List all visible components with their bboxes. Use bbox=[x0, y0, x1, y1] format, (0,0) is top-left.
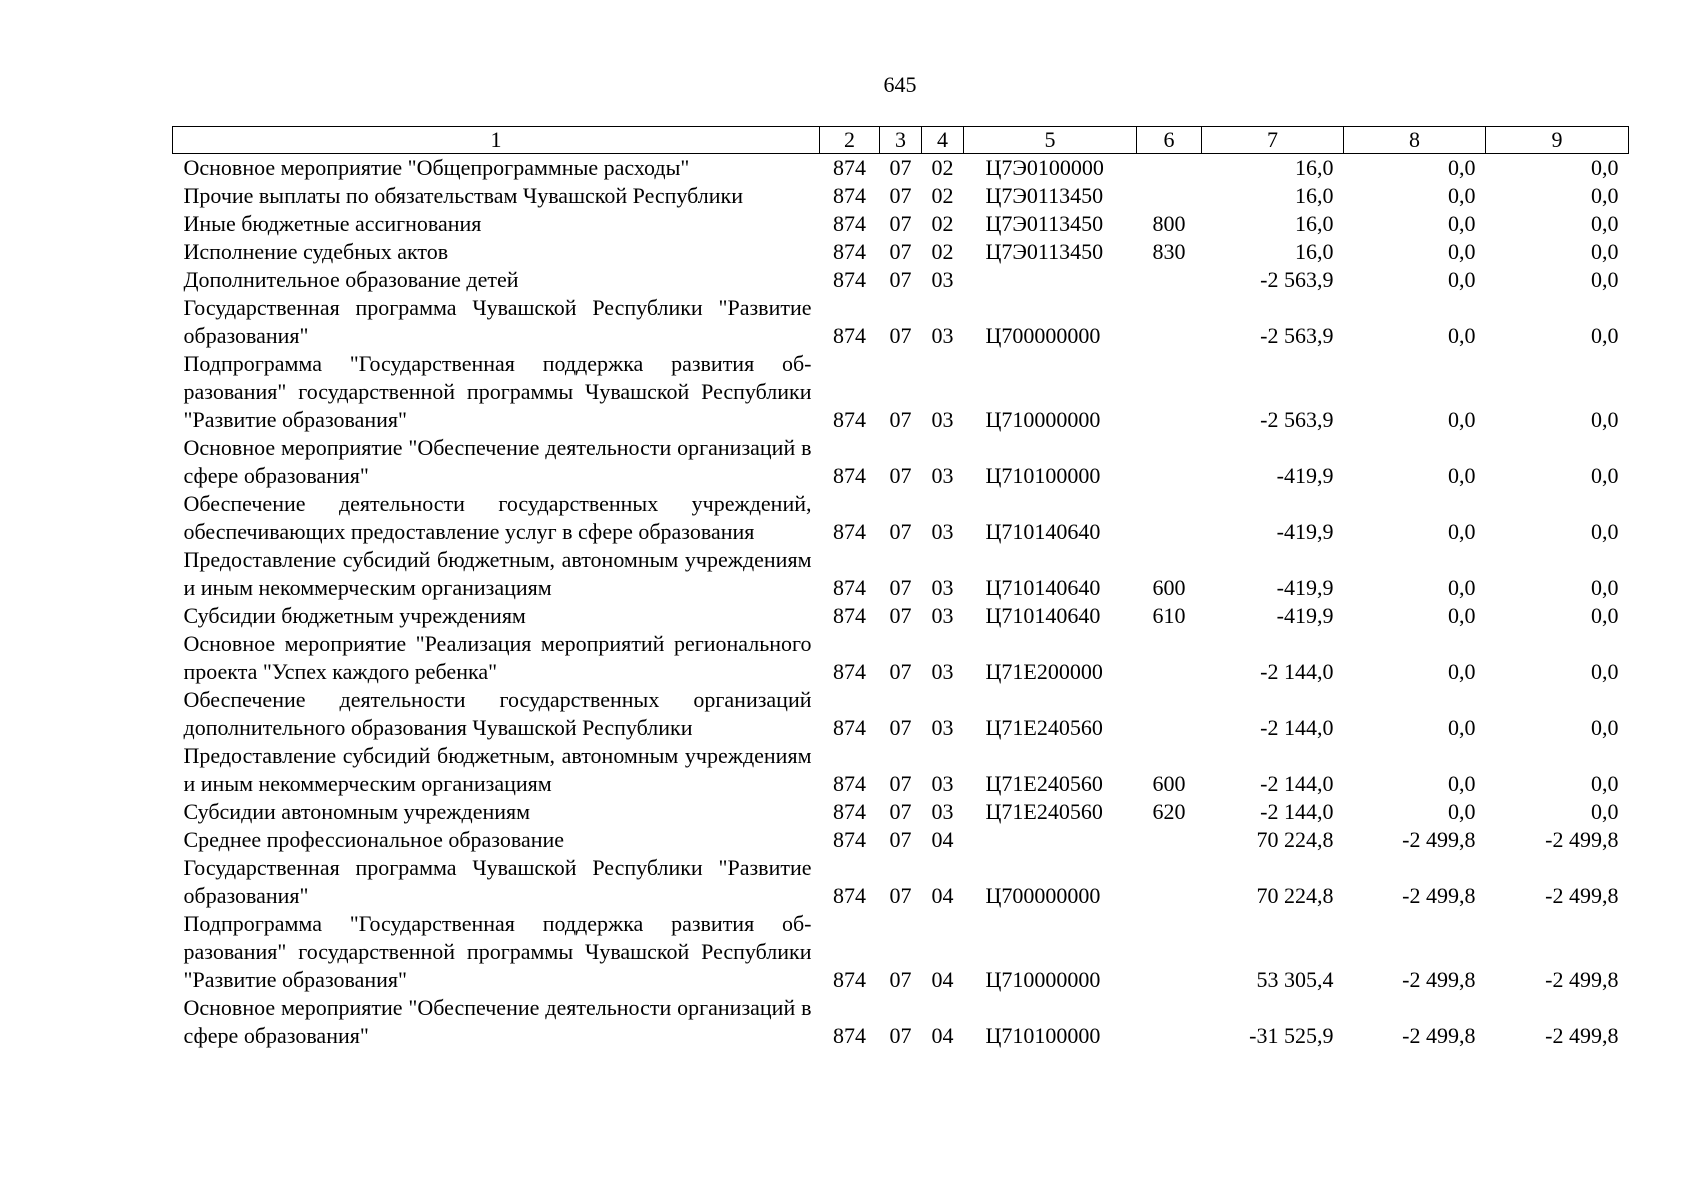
row-amount-col9: 0,0 bbox=[1591, 519, 1619, 544]
row-amount-col7: -2 144,0 bbox=[1260, 771, 1334, 796]
row-subsection-code: 04 bbox=[931, 1023, 954, 1048]
row-amount-col7: -2 563,9 bbox=[1260, 407, 1334, 432]
row-target-article bbox=[964, 826, 1137, 854]
row-amount-col9: 0,0 bbox=[1591, 799, 1619, 824]
row-amount-col8: 0,0 bbox=[1448, 715, 1476, 740]
row-subsection-code: 02 bbox=[931, 239, 954, 264]
row-ministry-code: 874 bbox=[833, 603, 866, 628]
row-ministry-code: 874 bbox=[833, 323, 866, 348]
row-expense-type: 830 bbox=[1152, 239, 1186, 264]
row-name: Дополнительное образование детей bbox=[183, 267, 519, 292]
row-target-article: Ц71Е240560 bbox=[985, 771, 1103, 796]
table-row bbox=[173, 266, 1629, 294]
row-subsection-code: 03 bbox=[931, 659, 954, 684]
row-ministry-code: 874 bbox=[833, 659, 866, 684]
row-amount-col9: 0,0 bbox=[1591, 659, 1619, 684]
row-amount-col7: -31 525,9 bbox=[1249, 1023, 1334, 1048]
row-name: Обеспечение деятельности государственных учреждений, обеспечивающих предоставление услуг в сфере образования bbox=[183, 491, 812, 544]
row-expense-type bbox=[1137, 266, 1202, 294]
row-subsection-code: 03 bbox=[931, 771, 954, 796]
header-cell-4: 4 bbox=[922, 127, 964, 154]
row-amount-col9: 0,0 bbox=[1591, 323, 1619, 348]
row-ministry-code: 874 bbox=[833, 239, 866, 264]
header-cell-3: 3 bbox=[880, 127, 922, 154]
row-name: Субсидии бюджетным учреждениям bbox=[183, 603, 526, 628]
row-target-article: Ц7Э0113450 bbox=[985, 183, 1104, 208]
row-amount-col8: -2 499,8 bbox=[1402, 883, 1476, 908]
row-name: Основное мероприятие "Общепрограммные расходы" bbox=[183, 155, 690, 180]
row-amount-col7: -419,9 bbox=[1276, 575, 1334, 600]
row-subsection-code: 03 bbox=[931, 463, 954, 488]
row-expense-type bbox=[1137, 350, 1202, 434]
row-amount-col7: -419,9 bbox=[1276, 463, 1334, 488]
row-amount-col9: -2 499,8 bbox=[1545, 1023, 1619, 1048]
row-name: Основное мероприятие "Обеспечение деятельности организаций в сфере образования" bbox=[183, 995, 812, 1048]
row-ministry-code: 874 bbox=[833, 575, 866, 600]
row-amount-col9: 0,0 bbox=[1591, 267, 1619, 292]
row-amount-col8: 0,0 bbox=[1448, 239, 1476, 264]
row-target-article bbox=[964, 266, 1137, 294]
row-ministry-code: 874 bbox=[833, 883, 866, 908]
row-amount-col9: 0,0 bbox=[1591, 155, 1619, 180]
row-expense-type bbox=[1137, 182, 1202, 210]
row-amount-col9: -2 499,8 bbox=[1545, 967, 1619, 992]
row-amount-col9: 0,0 bbox=[1591, 575, 1619, 600]
row-expense-type: 600 bbox=[1152, 575, 1186, 600]
row-amount-col8: 0,0 bbox=[1448, 575, 1476, 600]
row-amount-col8: 0,0 bbox=[1448, 519, 1476, 544]
row-amount-col7: 53 305,4 bbox=[1256, 967, 1334, 992]
row-expense-type: 610 bbox=[1152, 603, 1186, 628]
row-section-code: 07 bbox=[889, 211, 912, 236]
row-subsection-code: 04 bbox=[931, 967, 954, 992]
row-target-article: Ц710100000 bbox=[985, 1023, 1101, 1048]
header-cell-8: 8 bbox=[1344, 127, 1486, 154]
row-name: Основное мероприятие "Обеспечение деятельности организаций в сфере образования" bbox=[183, 435, 812, 488]
row-amount-col9: 0,0 bbox=[1591, 715, 1619, 740]
header-cell-7: 7 bbox=[1202, 127, 1344, 154]
table-row bbox=[173, 210, 1629, 238]
row-ministry-code: 874 bbox=[833, 183, 866, 208]
row-amount-col7: -419,9 bbox=[1276, 519, 1334, 544]
table-row bbox=[173, 742, 1629, 798]
row-section-code: 07 bbox=[889, 239, 912, 264]
row-section-code: 07 bbox=[889, 827, 912, 852]
row-section-code: 07 bbox=[889, 799, 912, 824]
row-section-code: 07 bbox=[889, 771, 912, 796]
row-ministry-code: 874 bbox=[833, 407, 866, 432]
row-subsection-code: 03 bbox=[931, 715, 954, 740]
row-target-article: Ц710140640 bbox=[985, 575, 1101, 600]
row-target-article: Ц7Э0113450 bbox=[985, 211, 1104, 236]
header-cell-1: 1 bbox=[173, 127, 820, 154]
row-subsection-code: 04 bbox=[931, 827, 954, 852]
row-name: Прочие выплаты по обязательствам Чувашской Республики bbox=[183, 183, 743, 208]
budget-table bbox=[172, 126, 1629, 1050]
row-amount-col8: -2 499,8 bbox=[1402, 827, 1476, 852]
table-row bbox=[173, 546, 1629, 602]
row-expense-type bbox=[1137, 686, 1202, 742]
row-amount-col9: 0,0 bbox=[1591, 407, 1619, 432]
row-name: Государственная программа Чувашской Республики "Развитие образования" bbox=[183, 855, 812, 908]
table-row bbox=[173, 994, 1629, 1050]
table-row bbox=[173, 294, 1629, 350]
row-amount-col7: 16,0 bbox=[1295, 239, 1334, 264]
table-row bbox=[173, 826, 1629, 854]
row-expense-type bbox=[1137, 434, 1202, 490]
row-expense-type bbox=[1137, 630, 1202, 686]
row-ministry-code: 874 bbox=[833, 827, 866, 852]
row-amount-col7: 70 224,8 bbox=[1256, 883, 1334, 908]
row-expense-type: 600 bbox=[1152, 771, 1186, 796]
row-ministry-code: 874 bbox=[833, 771, 866, 796]
row-amount-col7: 16,0 bbox=[1295, 211, 1334, 236]
row-target-article: Ц71Е200000 bbox=[985, 659, 1103, 684]
row-amount-col7: -2 144,0 bbox=[1260, 799, 1334, 824]
row-subsection-code: 03 bbox=[931, 519, 954, 544]
row-target-article: Ц710100000 bbox=[985, 463, 1101, 488]
row-ministry-code: 874 bbox=[833, 1023, 866, 1048]
row-amount-col7: 70 224,8 bbox=[1256, 827, 1334, 852]
table-body bbox=[173, 154, 1629, 1051]
row-subsection-code: 02 bbox=[931, 211, 954, 236]
row-amount-col7: 16,0 bbox=[1295, 155, 1334, 180]
row-subsection-code: 03 bbox=[931, 407, 954, 432]
row-name: Исполнение судебных актов bbox=[183, 239, 449, 264]
row-name: Подпрограмма "Государственная поддержка развития образования" государственной программы Чувашской Республики "Развитие образования" bbox=[183, 911, 812, 992]
row-amount-col8: 0,0 bbox=[1448, 407, 1476, 432]
row-name: Субсидии автономным учреждениям bbox=[183, 799, 531, 824]
row-amount-col7: -2 144,0 bbox=[1260, 659, 1334, 684]
row-target-article: Ц700000000 bbox=[985, 883, 1101, 908]
header-cell-9: 9 bbox=[1486, 127, 1629, 154]
table-row bbox=[173, 182, 1629, 210]
row-amount-col9: 0,0 bbox=[1591, 603, 1619, 628]
row-subsection-code: 03 bbox=[931, 323, 954, 348]
row-ministry-code: 874 bbox=[833, 211, 866, 236]
page-number: 645 bbox=[883, 72, 917, 97]
row-amount-col9: -2 499,8 bbox=[1545, 827, 1619, 852]
row-name: Среднее профессиональное образование bbox=[183, 827, 565, 852]
row-amount-col7: 16,0 bbox=[1295, 183, 1334, 208]
row-section-code: 07 bbox=[889, 407, 912, 432]
row-section-code: 07 bbox=[889, 603, 912, 628]
header-cell-6: 6 bbox=[1137, 127, 1202, 154]
row-expense-type: 800 bbox=[1152, 211, 1186, 236]
row-section-code: 07 bbox=[889, 967, 912, 992]
row-target-article: Ц710000000 bbox=[985, 967, 1101, 992]
row-amount-col8: 0,0 bbox=[1448, 155, 1476, 180]
row-name: Предоставление субсидий бюджетным, автономным учреждениям и иным некоммерческим организациям bbox=[183, 743, 812, 796]
table-row bbox=[173, 854, 1629, 910]
row-subsection-code: 04 bbox=[931, 883, 954, 908]
row-amount-col7: -419,9 bbox=[1276, 603, 1334, 628]
table-header bbox=[173, 127, 1629, 154]
header-cell-2: 2 bbox=[820, 127, 880, 154]
row-expense-type bbox=[1137, 490, 1202, 546]
header-cell-5: 5 bbox=[964, 127, 1137, 154]
row-expense-type: 620 bbox=[1152, 799, 1186, 824]
row-amount-col8: 0,0 bbox=[1448, 799, 1476, 824]
header-row bbox=[173, 127, 1629, 154]
row-expense-type bbox=[1137, 294, 1202, 350]
row-section-code: 07 bbox=[889, 575, 912, 600]
row-ministry-code: 874 bbox=[833, 715, 866, 740]
row-section-code: 07 bbox=[889, 1023, 912, 1048]
table-row bbox=[173, 154, 1629, 183]
row-target-article: Ц710140640 bbox=[985, 519, 1101, 544]
row-name: Государственная программа Чувашской Республики "Развитие образования" bbox=[183, 295, 812, 348]
row-expense-type bbox=[1137, 154, 1202, 183]
row-section-code: 07 bbox=[889, 659, 912, 684]
row-expense-type bbox=[1137, 994, 1202, 1050]
row-target-article: Ц710140640 bbox=[985, 603, 1101, 628]
row-amount-col8: 0,0 bbox=[1448, 323, 1476, 348]
row-ministry-code: 874 bbox=[833, 463, 866, 488]
table-row bbox=[173, 602, 1629, 630]
row-subsection-code: 03 bbox=[931, 575, 954, 600]
row-expense-type bbox=[1137, 910, 1202, 994]
table-row bbox=[173, 490, 1629, 546]
row-ministry-code: 874 bbox=[833, 519, 866, 544]
row-target-article: Ц71Е240560 bbox=[985, 799, 1103, 824]
row-amount-col8: 0,0 bbox=[1448, 463, 1476, 488]
row-section-code: 07 bbox=[889, 715, 912, 740]
row-amount-col7: -2 144,0 bbox=[1260, 715, 1334, 740]
row-target-article: Ц71Е240560 bbox=[985, 715, 1103, 740]
row-amount-col9: -2 499,8 bbox=[1545, 883, 1619, 908]
row-amount-col8: 0,0 bbox=[1448, 211, 1476, 236]
row-amount-col7: -2 563,9 bbox=[1260, 323, 1334, 348]
row-name: Предоставление субсидий бюджетным, автономным учреждениям и иным некоммерческим организациям bbox=[183, 547, 812, 600]
row-amount-col9: 0,0 bbox=[1591, 211, 1619, 236]
table-row bbox=[173, 434, 1629, 490]
row-ministry-code: 874 bbox=[833, 155, 866, 180]
row-subsection-code: 02 bbox=[931, 183, 954, 208]
table-row bbox=[173, 350, 1629, 434]
row-amount-col9: 0,0 bbox=[1591, 463, 1619, 488]
row-amount-col8: 0,0 bbox=[1448, 603, 1476, 628]
row-ministry-code: 874 bbox=[833, 967, 866, 992]
table-row bbox=[173, 630, 1629, 686]
row-amount-col8: 0,0 bbox=[1448, 659, 1476, 684]
table-row bbox=[173, 238, 1629, 266]
row-section-code: 07 bbox=[889, 183, 912, 208]
row-amount-col8: 0,0 bbox=[1448, 183, 1476, 208]
row-section-code: 07 bbox=[889, 323, 912, 348]
row-amount-col8: 0,0 bbox=[1448, 267, 1476, 292]
table-row bbox=[173, 798, 1629, 826]
table-row bbox=[173, 686, 1629, 742]
row-target-article: Ц700000000 bbox=[985, 323, 1101, 348]
row-name: Основное мероприятие "Реализация мероприятий регионального проекта "Успех каждого ребенка" bbox=[183, 631, 812, 684]
table-row bbox=[173, 910, 1629, 994]
row-subsection-code: 02 bbox=[931, 155, 954, 180]
row-amount-col9: 0,0 bbox=[1591, 239, 1619, 264]
row-subsection-code: 03 bbox=[931, 267, 954, 292]
row-amount-col8: -2 499,8 bbox=[1402, 967, 1476, 992]
row-amount-col8: -2 499,8 bbox=[1402, 1023, 1476, 1048]
row-target-article: Ц7Э0113450 bbox=[985, 239, 1104, 264]
row-ministry-code: 874 bbox=[833, 799, 866, 824]
row-section-code: 07 bbox=[889, 463, 912, 488]
row-section-code: 07 bbox=[889, 519, 912, 544]
row-subsection-code: 03 bbox=[931, 799, 954, 824]
row-section-code: 07 bbox=[889, 883, 912, 908]
row-target-article: Ц710000000 bbox=[985, 407, 1101, 432]
row-amount-col9: 0,0 bbox=[1591, 771, 1619, 796]
row-name: Обеспечение деятельности государственных организаций дополнительного образования Чувашской Республики bbox=[183, 687, 812, 740]
row-amount-col9: 0,0 bbox=[1591, 183, 1619, 208]
row-expense-type bbox=[1137, 826, 1202, 854]
row-ministry-code: 874 bbox=[833, 267, 866, 292]
row-amount-col7: -2 563,9 bbox=[1260, 267, 1334, 292]
row-expense-type bbox=[1137, 854, 1202, 910]
row-target-article: Ц7Э0100000 bbox=[985, 155, 1104, 180]
row-section-code: 07 bbox=[889, 155, 912, 180]
row-section-code: 07 bbox=[889, 267, 912, 292]
row-amount-col8: 0,0 bbox=[1448, 771, 1476, 796]
row-name: Иные бюджетные ассигнования bbox=[183, 211, 482, 236]
row-name: Подпрограмма "Государственная поддержка развития образования" государственной программы Чувашской Республики "Развитие образования" bbox=[183, 351, 812, 432]
row-subsection-code: 03 bbox=[931, 603, 954, 628]
